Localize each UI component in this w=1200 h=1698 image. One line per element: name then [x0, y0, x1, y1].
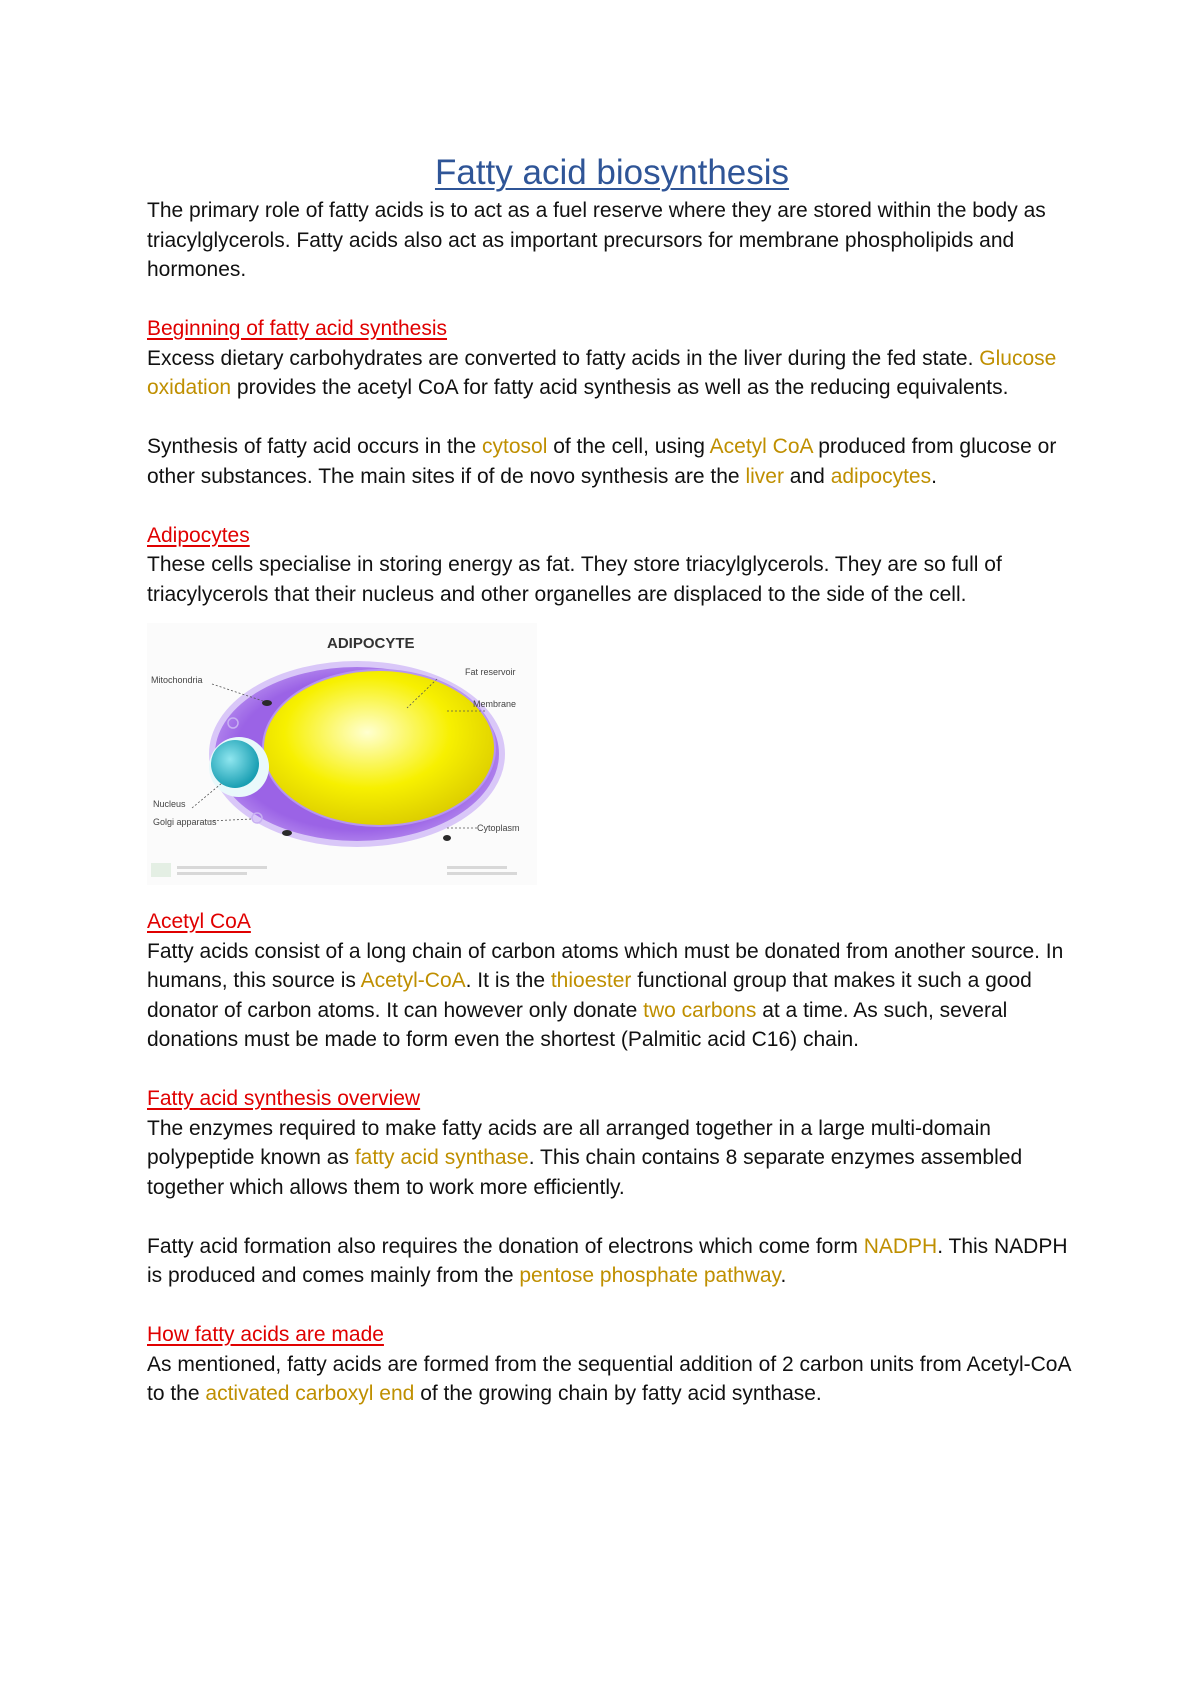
spacer [147, 1202, 1077, 1232]
label-mitochondria: Mitochondria [151, 675, 203, 685]
text-run: Fatty acid formation also requires the donation of electrons which come form [147, 1234, 864, 1258]
watermark-logo [447, 872, 517, 875]
text-run: . [780, 1264, 787, 1287]
text-run: . This chain contains 8 separate enzymes assembled together which allows them to work more efficiently. [147, 1146, 1023, 1199]
label-golgi: Golgi apparatus [153, 817, 217, 827]
heading-overview-line [147, 1084, 1077, 1114]
text-run: functional group that makes it such a good donator of carbon atoms. It can however only donate [147, 969, 1032, 1022]
highlight-term: Acetyl CoA [709, 435, 813, 458]
highlight-term: Acetyl-CoA [360, 969, 466, 992]
highlight-term: pentose phosphate pathway [519, 1264, 781, 1287]
text-run: of the cell, using [547, 435, 710, 458]
text-run: Synthesis of fatty acid occurs in the [147, 435, 482, 458]
label-cytoplasm: Cytoplasm [477, 823, 520, 833]
spacer [147, 1291, 1077, 1321]
watermark-logo [151, 863, 171, 877]
overview-paragraph-2 [147, 1232, 1077, 1291]
heading-beginning-line [147, 314, 1077, 344]
intro-paragraph: The primary role of fatty acids is to act as a fuel reserve where they are stored within the body as triacylglycerols. Fatty acids also act as important precursors for membrane phospholipids and hormones. [147, 199, 1046, 281]
spacer [147, 1055, 1077, 1085]
highlight-term: cytosol [482, 435, 548, 458]
fat-reservoir [263, 670, 495, 826]
text-run: The enzymes required to make fatty acids are all arranged together in a large multi-domain polypeptide known as [147, 1116, 991, 1169]
heading-overview: Fatty acid synthesis overview [147, 1087, 421, 1110]
highlight-term: adipocytes [830, 464, 932, 488]
spacer [147, 491, 1077, 521]
highlight-term: fatty acid synthase [354, 1146, 529, 1169]
label-nucleus: Nucleus [153, 799, 186, 809]
heading-acetyl-line [147, 907, 1077, 937]
document-page [147, 150, 1077, 1409]
highlight-term: liver [745, 464, 784, 488]
adipocytes-paragraph: These cells specialise in storing energy as fat. They store triacylglycerols. They are so full of triacylycerols that their nucleus and other organelles are displaced to the side of the cell. [147, 553, 1002, 606]
nucleus [211, 740, 259, 788]
figure-title: ADIPOCYTE [327, 635, 415, 652]
heading-adipocytes-line [147, 521, 1077, 551]
highlight-term: Glucose oxidation [147, 346, 1057, 399]
text-run: Excess dietary carbohydrates are converted to fatty acids in the liver during the fed state. [147, 346, 980, 370]
text-run: . It is the [465, 969, 551, 992]
highlight-term: NADPH [863, 1234, 938, 1258]
watermark-logo [447, 866, 507, 869]
mitochondrion [262, 700, 272, 706]
mitochondrion [282, 830, 292, 836]
text-run: and [783, 464, 831, 488]
watermark-logo [177, 872, 247, 875]
adipocyte-figure [147, 623, 537, 885]
page-title: Fatty acid biosynthesis [434, 153, 790, 192]
highlight-term: two carbons [643, 998, 757, 1022]
heading-beginning: Beginning of fatty acid synthesis [147, 317, 448, 340]
beginning-paragraph-2 [147, 432, 1077, 491]
text-run: Fatty acids consist of a long chain of carbon atoms which must be donated from another source. In humans, this source is [147, 939, 1064, 992]
highlight-term: activated carboxyl end [205, 1382, 415, 1405]
beginning-paragraph-1 [147, 344, 1077, 403]
mitochondrion [443, 835, 451, 841]
heading-adipocytes: Adipocytes [147, 523, 250, 547]
heading-how-line [147, 1320, 1077, 1350]
text-run: provides the acetyl CoA for fatty acid synthesis as well as the reducing equivalents. [231, 376, 1009, 399]
spacer [147, 285, 1077, 315]
watermark-logo [177, 866, 267, 869]
text-run: As mentioned, fatty acids are formed from the sequential addition of 2 carbon units from Acetyl-CoA to the [147, 1352, 1071, 1405]
heading-acetyl: Acetyl CoA [147, 910, 251, 933]
label-membrane: Membrane [473, 699, 517, 709]
overview-paragraph-1 [147, 1114, 1077, 1203]
text-run: . This NADPH is produced and comes mainly from the [147, 1234, 1068, 1287]
text-run: . [931, 464, 937, 488]
text-run: at a time. As such, several donations must be made to form even the shortest (Palmitic acid C16) chain. [147, 998, 1008, 1051]
how-paragraph [147, 1350, 1077, 1409]
acetyl-paragraph [147, 937, 1077, 1055]
text-run: produced from glucose or other substances. The main sites if of de novo synthesis are the [147, 435, 1057, 488]
spacer [147, 403, 1077, 433]
text-run: of the growing chain by fatty acid synthase. [414, 1382, 822, 1405]
highlight-term: thioester [550, 969, 632, 992]
heading-how: How fatty acids are made [147, 1323, 384, 1346]
label-fat-reservoir: Fat reservoir [465, 667, 516, 677]
